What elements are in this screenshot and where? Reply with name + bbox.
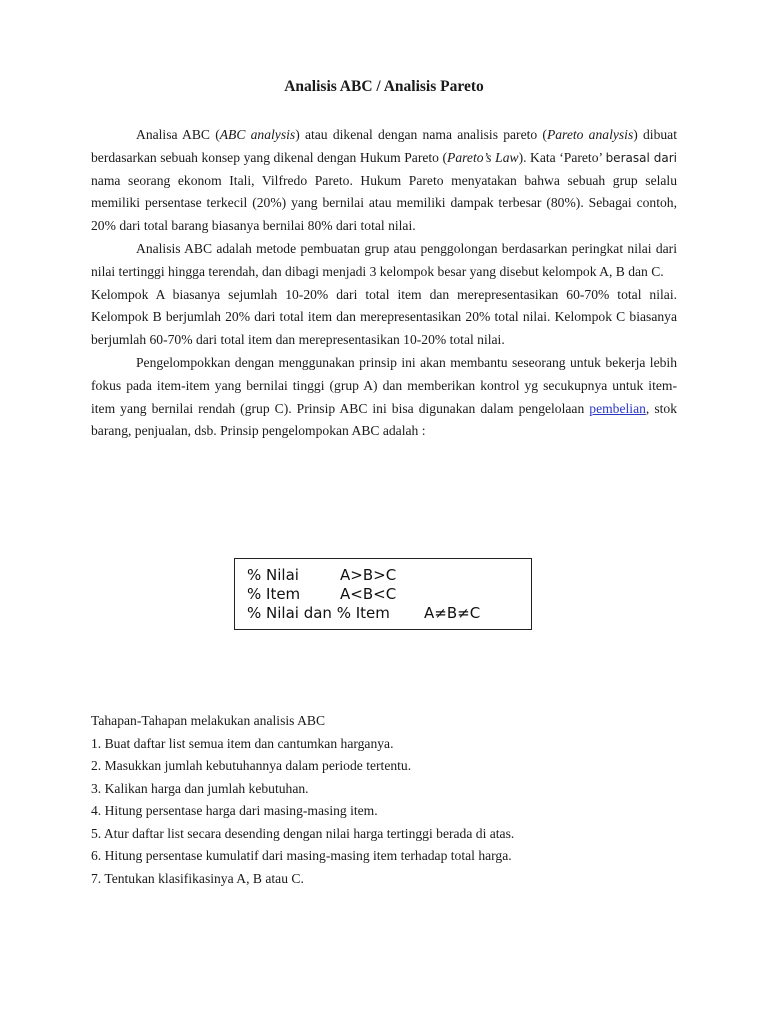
paragraph-definition: Analisis ABC adalah metode pembuatan grup atau penggolongan berdasarkan peringkat nilai dari nilai tertinggi hingga terendah, dan dibagi menjadi 3 kelompok besar yang disebut kelompok A, B dan C.: [91, 240, 677, 279]
text-run: ) dibuat berdasarkan sebuah konsep yang dikenal dengan Hukum Pareto (: [91, 127, 677, 165]
formula-label: % Item: [247, 585, 301, 603]
list-item: 5. Atur daftar list secara desending dengan nilai harga tertinggi berada di atas.: [91, 825, 515, 841]
formula-relation: A<B<C: [340, 585, 397, 603]
list-item: 7. Tentukan klasifikasinya A, B atau C.: [91, 870, 304, 886]
formula-relation: A>B>C: [340, 566, 397, 584]
text-run: berasal dari: [605, 150, 677, 165]
formula-relation: A≠B≠C: [424, 604, 481, 622]
list-item: 4. Hitung persentase harga dari masing-masing item.: [91, 803, 378, 818]
text-run: , stok barang, penjualan, dsb. Prinsip pengelompokan ABC adalah :: [91, 400, 677, 439]
formula-row: [247, 603, 481, 623]
pembelian-link[interactable]: pembelian: [589, 400, 646, 416]
abc-principle-box: [234, 558, 532, 630]
text-run: ) atau dikenal dengan nama analisis pareto (: [295, 127, 547, 142]
list-item: 1. Buat daftar list semua item dan cantumkan harganya.: [91, 735, 394, 751]
italic-term: ABC analysis: [219, 127, 296, 142]
formula-row: [247, 584, 397, 604]
body-text: [91, 124, 677, 443]
list-item: 2. Masukkan jumlah kebutuhannya dalam periode tertentu.: [91, 758, 412, 773]
paragraph-groups: Kelompok A biasanya sejumlah 10-20% dari total item dan merepresentasikan 60-70% total nilai. Kelompok B berjumlah 20% dari total item dan merepresentasikan 20% total nilai. Kelompok C biasanya berjumlah 60-70% dari total item dan merepresentasikan 10-20% total nilai.: [91, 286, 677, 348]
text-run: Analisa ABC (: [136, 127, 220, 142]
page-title: Analisis ABC / Analisis Pareto: [284, 78, 484, 95]
italic-term: Pareto’s Law: [447, 149, 519, 165]
text-run: nama seorang ekonom Itali, Vilfredo Pareto. Hukum Pareto menyatakan bahwa sebuah grup selalu memiliki persentase terkecil (20%) yang bernilai atau memiliki dampak terbesar (80%). Sebagai contoh, 20% dari total barang biasanya bernilai 80% dari total nilai.: [91, 172, 677, 234]
steps-list: [91, 710, 691, 890]
text-run: Pengelompokkan dengan menggunakan prinsip ini akan membantu seseorang untuk bekerja lebih fokus pada item-item yang bernilai tinggi (grup A) dan memberikan kontrol yg secukupnya untuk item-item yang bernilai rendah (grup C). Prinsip ABC ini bisa digunakan dalam pengelolaan: [91, 354, 677, 416]
steps-heading: Tahapan-Tahapan melakukan analisis ABC: [91, 713, 326, 728]
list-item: 6. Hitung persentase kumulatif dari masing-masing item terhadap total harga.: [91, 848, 512, 863]
list-item: 3. Kalikan harga dan jumlah kebutuhan.: [91, 780, 309, 796]
text-run: ). Kata ‘Pareto’: [518, 149, 606, 165]
formula-row: [247, 565, 397, 585]
formula-label: % Nilai: [247, 566, 299, 584]
italic-term: Pareto analysis: [546, 127, 634, 142]
paragraph-principle: [91, 352, 677, 443]
formula-label: % Nilai dan % Item: [247, 604, 390, 622]
paragraph-intro: [91, 124, 677, 238]
